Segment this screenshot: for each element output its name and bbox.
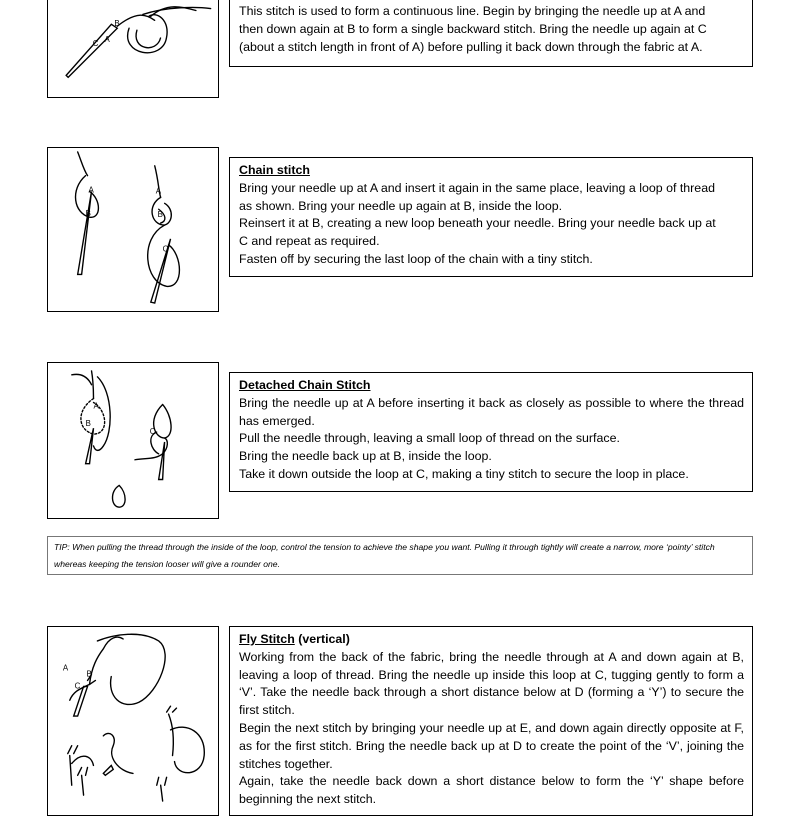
chain-line-1: Bring your needle up at A and insert it again in the same place, leaving a loop of thread	[239, 180, 715, 195]
chain-label-c2: C	[162, 244, 169, 254]
chain-label-b1: B	[85, 209, 91, 219]
chain-line-3: Reinsert it at B, creating a new loop beneath your needle. Bring your needle back up at	[239, 216, 716, 231]
detached-label-c: C	[149, 427, 156, 437]
chain-stitch-title: Chain stitch	[239, 163, 310, 177]
fly-stitch-illustration	[47, 626, 219, 816]
fly-label-c: C	[74, 681, 81, 691]
fly-paragraph-3: Again, take the needle back down a short distance below to form the ‘Y’ shape before beginning the next stitch.	[239, 774, 744, 807]
chain-line-4: C and repeat as required.	[239, 234, 380, 249]
detached-label-a: A	[93, 401, 99, 411]
detached-paragraph-1: Bring the needle up at A before inserting it back as closely as possible to where the thread has emerged.	[239, 395, 744, 428]
detached-label-b: B	[85, 419, 91, 429]
fly-stitch-title: Fly Stitch	[239, 632, 295, 646]
backstitch-illustration	[47, 0, 219, 98]
backstitch-label-c: C	[92, 38, 99, 48]
chain-line-2: as shown. Bring your needle up again at B, inside the loop.	[239, 198, 563, 213]
fly-label-b: B	[86, 669, 92, 679]
fly-label-a: A	[62, 663, 69, 673]
detached-paragraph-4: Take it down outside the loop at C, making a tiny stitch to secure the loop in place.	[239, 466, 689, 481]
detached-chain-title: Detached Chain Stitch	[239, 378, 371, 392]
detached-paragraph-2: Pull the needle through, leaving a small loop of thread on the surface.	[239, 431, 620, 446]
backstitch-line-2: then down again at B to form a single backward stitch. Bring the needle up again at C	[239, 21, 707, 36]
detached-paragraph-3: Bring the needle back up at B, inside the loop.	[239, 449, 492, 464]
backstitch-line-1: This stitch is used to form a continuous line. Begin by bringing the needle up at A and	[239, 4, 706, 18]
fly-stitch-description	[229, 626, 753, 816]
chain-stitch-description	[229, 157, 753, 277]
backstitch-label-a: A	[104, 34, 110, 44]
fly-stitch-drawing	[48, 627, 218, 815]
fly-stitch-subtitle: (vertical)	[294, 632, 350, 646]
chain-line-5: Fasten off by securing the last loop of the chain with a tiny stitch.	[239, 251, 593, 266]
tip-box	[47, 536, 753, 575]
backstitch-label-b: B	[114, 19, 120, 29]
detached-chain-description	[229, 372, 753, 492]
chain-stitch-illustration	[47, 147, 219, 312]
fly-paragraph-2: Begin the next stitch by bringing your needle up at E, and down again directly opposite at F, as for the first stitch. Bring the needle back up at D to create the point of the ‘V’, joining the stitches together.	[239, 720, 744, 771]
backstitch-drawing	[48, 0, 218, 97]
chain-stitch-drawing	[48, 148, 218, 311]
chain-label-a1: A	[88, 185, 94, 195]
chain-label-b2: B	[157, 210, 163, 220]
backstitch-description	[229, 0, 753, 67]
tip-text: TIP: When pulling the thread through the inside of the loop, control the tension to achieve the shape you want. Pulling it through tightly will create a narrow, more ‘pointy’ stitch whereas keeping the tension looser will give a rounder one.	[54, 542, 715, 569]
detached-chain-illustration	[47, 362, 219, 519]
fly-stitch-heading	[239, 631, 744, 649]
detached-chain-drawing	[48, 363, 218, 518]
fly-paragraph-1: Working from the back of the fabric, bring the needle through at A and down again at B, leaving a loop of thread. Bring the needle up inside this loop at C, tugging gently to form a ‘V’. Take the needle back through a short distance below at D (forming a ‘Y’) to secure the first stitch.	[239, 649, 744, 718]
backstitch-line-3: (about a stitch length in front of A) before pulling it back down through the fabric at A.	[239, 39, 703, 54]
chain-label-a2: A	[155, 186, 161, 196]
